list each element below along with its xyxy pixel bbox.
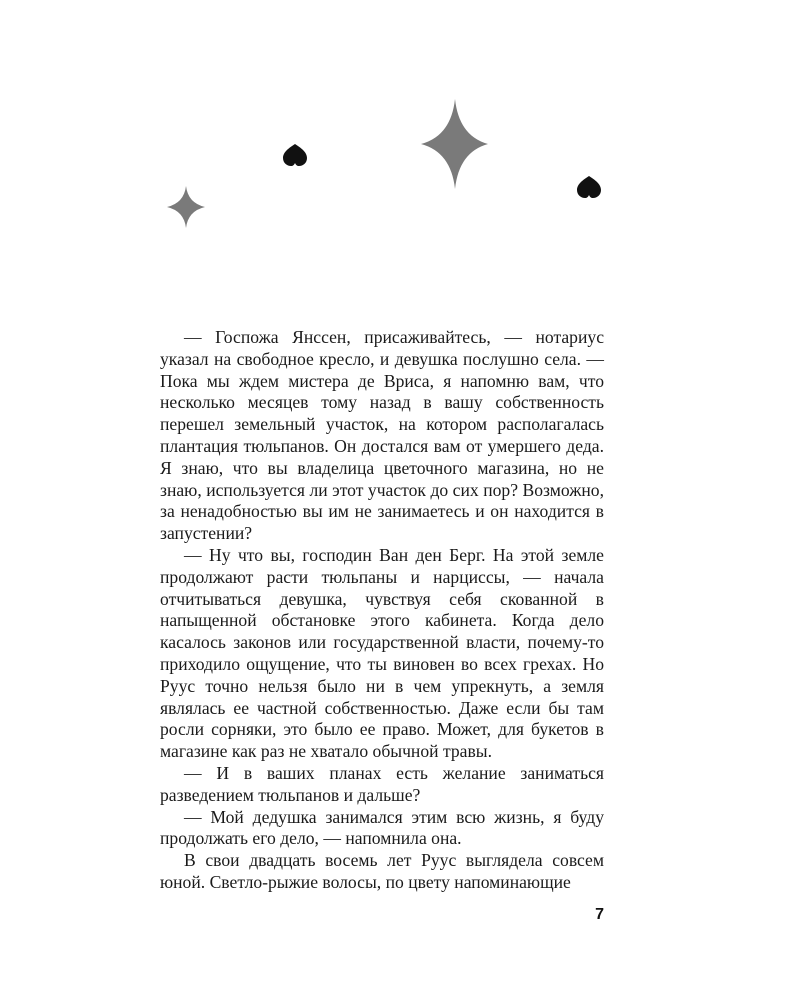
four-point-star-icon [421,99,488,189]
paragraph: — Мой дедушка занимался этим всю жизнь, я буду продолжать его дело, — напомнила она. [160,806,604,849]
paragraph: — Госпожа Янссен, присаживайтесь, — нотариус указал на свободное кресло, и девушка послушно села. — Пока мы ждем мистера де Вриса, я напомню вам, что несколько месяцев тому назад в вашу собственность перешел земельный участок, на котором располагалась плантация тюльпанов. Он достался вам от умершего деда. Я знаю, что вы владелица цветочного магазина, но не знаю, используется ли этот участок до сих пор? Возможно, за ненадобностью вы им не занимаетесь и он находится в запустении? [160,327,604,544]
body-text [160,327,604,894]
paragraph: — И в ваших планах есть желание заниматься разведением тюльпанов и дальше? [160,762,604,805]
paragraph: — Ну что вы, господин Ван ден Берг. На этой земле продолжают расти тюльпаны и нарциссы, — начала отчитываться девушка, чувствуя себя скованной в напыщенной обстановке этого кабинета. Когда дело касалось законов или государственной власти, почему-то приходило ощущение, что ты виновен во всех грехах. Но Руус точно нельзя было ни в чем упрекнуть, а земля являлась ее частной собственностью. Даже если бы там росли сорняки, это было ее право. Может, для букетов в магазине как раз не хватало обычной травы. [160,544,604,762]
heart-icon [577,176,601,198]
heart-icon [283,144,307,166]
four-point-star-icon [167,186,205,228]
ornament-group [0,0,800,320]
page-number: 7 [595,906,604,923]
paragraph: В свои двадцать восемь лет Руус выглядела совсем юной. Светло-рыжие волосы, по цвету напоминающие [160,850,604,892]
